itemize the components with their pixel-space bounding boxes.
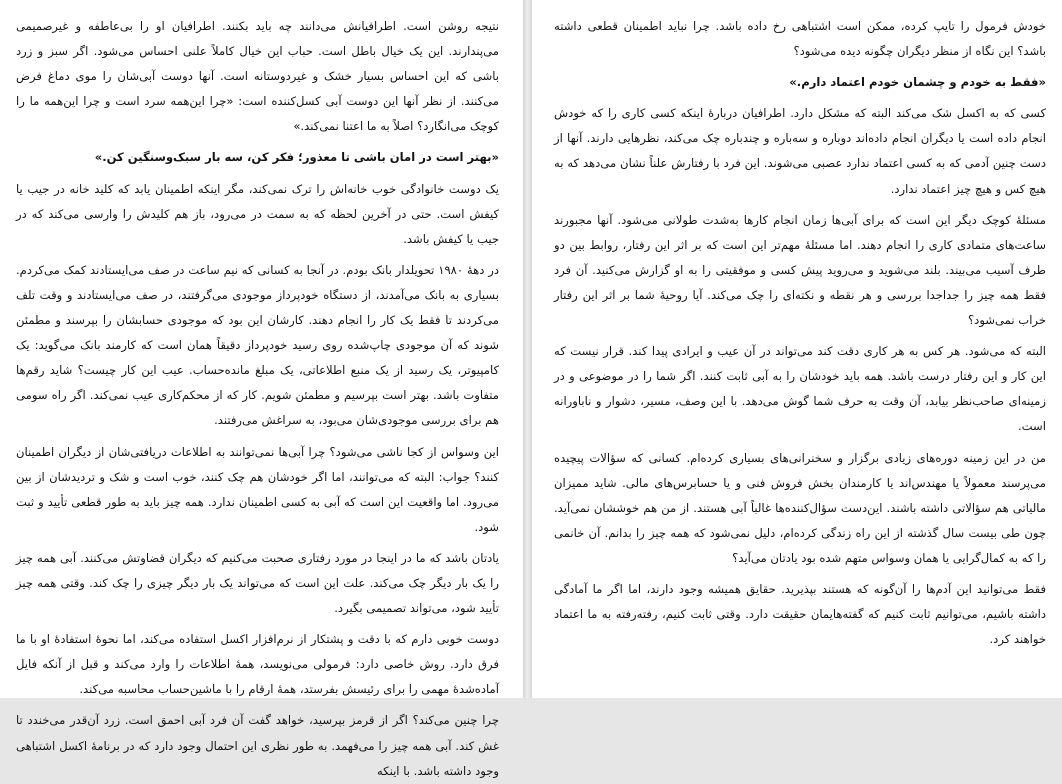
section-heading: «فقط به خودم و چشمان خودم اعتماد دارم.» <box>789 75 1046 90</box>
paragraph: این وسواس از کجا ناشی می‌شود؟ چرا آبی‌ها نمی‌توانند به اطلاعات دریافتی‌شان از دیگران اطمینان کنند؟ جواب: البته که می‌توانند، اما اگر خودشان هم چک کنند، خوب است و شک و تردیدشان از بین می‌رود. اما واقعیت این است که آبی به کسی اطمینان ندارد. همه چیز باید به طور قطعی تأیید و ثبت شود. <box>16 444 499 534</box>
paragraph: فقط می‌توانید این آدم‌ها را آن‌گونه که هستند بپذیرید. حقایق همیشه وجود دارند، اما اگر ما آمادگی داشته باشیم، می‌توانیم ثابت کنیم که گفته‌هایمان حقیقت دارد. وقتی ثابت کنیم، رفته‌رفته به ما اعتماد خواهند کرد. <box>554 581 1046 647</box>
paragraph: چرا چنین می‌کند؟ اگر از قرمز بپرسید، خواهد گفت آن فرد آبی احمق است. زرد آن‌قدر می‌خندد تا غش کند. آبی همه چیز را می‌فهمد. به طور نظری این احتمال وجود دارد که در برنامهٔ اکسل اشتباهی وجود داشته باشد. با اینکه <box>16 713 499 778</box>
paragraph: البته که می‌شود. هر کس به هر کاری دقت کند می‌تواند در آن عیب و ایرادی پیدا کند. قرار نیست که این کار و این رفتار درست باشد. همه باید خودشان را به آبی ثابت کنند. اگر شما را در موضوعی و در زمینه‌ای صاحب‌نظر بیابد، آن وقت به حرف شما گوش می‌دهد. با این وصف، مسیر، دشوار و ناباورانه است. <box>554 344 1046 434</box>
paragraph: نتیجه روشن است. اطرافیانش می‌دانند چه باید بکنند. اطرافیان او را بی‌عاطفه و غیرصمیمی می‌پندارند. این یک خیال باطل است. حباب این خیال کاملاً علنی احساس می‌شود. اگر سبز و زرد باشی که این احساس بسیار خشک و غیردوستانه است. آنها دوست آبی‌شان را موی دماغ فرض می‌کنند. از نظر آنها این دوست آبی کسل‌کننده است: «چرا این‌همه سرد است و چرا این‌همه ما را کوچک می‌انگارد؟ اصلاً به ما اعتنا نمی‌کند.» <box>16 19 499 134</box>
paragraph: یک دوست خانوادگی خوب خانه‌اش را ترک نمی‌کند، مگر اینکه اطمینان یابد که کلید خانه در جیب یا کیفش است. حتی در آخرین لحظه که به سمت در می‌رود، باز هم کلیدش را وارسی می‌کند که در جیب یا کیفش باشد. <box>16 181 499 246</box>
paragraph: خودش فرمول را تایپ کرده، ممکن است اشتباهی رخ داده باشد. چرا نباید اطمینان قطعی داشته باشد؟ این نگاه از منظر دیگران چگونه دیده می‌شود؟ <box>554 19 1046 59</box>
paragraph: در دههٔ ۱۹۸۰ تحویلدار بانک بودم. در آنجا به کسانی که نیم ساعت در صف می‌ایستادند کمک می‌کردم. بسیاری به بانک می‌آمدند، از دستگاه خودپرداز موجودی می‌گرفتند، در صف می‌ایستادند و وقت تلف می‌کردند تا فقط یک کار را انجام دهند. کارشان این بود که موجودی حسابشان را بپرسند و مطمئن شوند که آن موجودی چاپ‌شده روی رسید خودپرداز دقیقاً همان است که کارمند بانک می‌گوید: یک کامپیوتر، یک رسید از یک منبع اطلاعاتی، یک مبلغ مانده‌حساب. عیب این کار چیست؟ شاید رقم‌ها متفاوت باشد. بهتر است بپرسیم و مطمئن شویم. کار که از محکم‌کاری عیب نمی‌کند. اگر راه سومی هم برای بررسی موجودی‌شان می‌بود، به سراغش می‌رفتند. <box>16 262 500 428</box>
paragraph: دوست خوبی دارم که با دقت و پشتکار از نرم‌افزار اکسل استفاده می‌کند، اما نحوهٔ استفادهٔ او با ما فرق دارد. روش خاصی دارد: فرمولی می‌نویسد، همهٔ اطلاعات را وارد می‌کند و قبل از آنکه فایل آماده‌شدهٔ مهمی را برای رئیسش بفرستد، همهٔ ارقام را با ماشین‌حساب محاسبه می‌کند. <box>16 632 499 697</box>
paragraph: کسی که به اکسل شک می‌کند البته که مشکل دارد. اطرافیان دربارهٔ اینکه کسی کاری را که خودش انجام داده است یا دیگران انجام داده‌اند دوباره و سه‌باره و چندباره چک می‌کند، نظرهایی دارند. آنها از دست چنین آدمی که به کسی اعتماد ندارد عصبی می‌شوند. این فرد با رفتارش علناً نشان می‌دهد که به هیچ کس و هیچ چیز اعتماد ندارد. <box>554 106 1046 196</box>
left-page <box>0 0 523 778</box>
paragraph: مسئلهٔ کوچک دیگر این است که برای آبی‌ها زمان انجام کارها به‌شدت طولانی می‌شود. آنها مجبورند ساعت‌های متمادی کاری را انجام دهند. اما مسئلهٔ مهم‌تر این است که بر اثر این رفتار، روابط بین دو طرف آسیب می‌بیند. بلند می‌شوید و می‌روید پیش کسی و موفقیتی را به او گزارش می‌کنید. آن فرد فقط همه چیز را جداجدا بررسی و هر نقطه و نکته‌ای را چک می‌کند. آیا روحیهٔ شما بر اثر این رفتار خراب نمی‌شود؟ <box>554 212 1046 328</box>
section-heading: «بهتر است در امان باشی تا معذور؛ فکر کن، سه بار سبک‌وسنگین کن.» <box>94 150 499 165</box>
right-page <box>532 0 1062 698</box>
paragraph: من در این زمینه دوره‌های زیادی برگزار و سخنرانی‌های بسیاری کرده‌ام. کسانی که سؤالات پیچیده می‌پرسند معمولاً یا مهندس‌اند یا کارمندان بخش فروش فنی و یا حسابرس‌های مالی. شاید ممیزان مالیاتی هم سؤالاتی داشته باشند. این‌دست سؤال‌کننده‌ها غالباً آبی هستند. از من هم خوششان نمی‌آید. چون طی بیست سال گذشته از این راه زندگی کرده‌ام، دلیل نمی‌شود که همه چیز را بدانم. آن خانمی را که به کمال‌گرایی یا همان وسواس متهم شده بود یادتان می‌آید؟ <box>554 450 1046 565</box>
page-gutter <box>523 0 532 698</box>
paragraph: یادتان باشد که ما در اینجا در مورد رفتاری صحبت می‌کنیم که دیگران قضاوتش می‌کنند. آبی همه چیز را یک بار دیگر چک می‌کند. علت این است که می‌تواند یک بار دیگر چیزی را چک کند. وقتی همه چیز تأیید شود، می‌تواند تصمیمی بگیرد. <box>16 550 499 616</box>
